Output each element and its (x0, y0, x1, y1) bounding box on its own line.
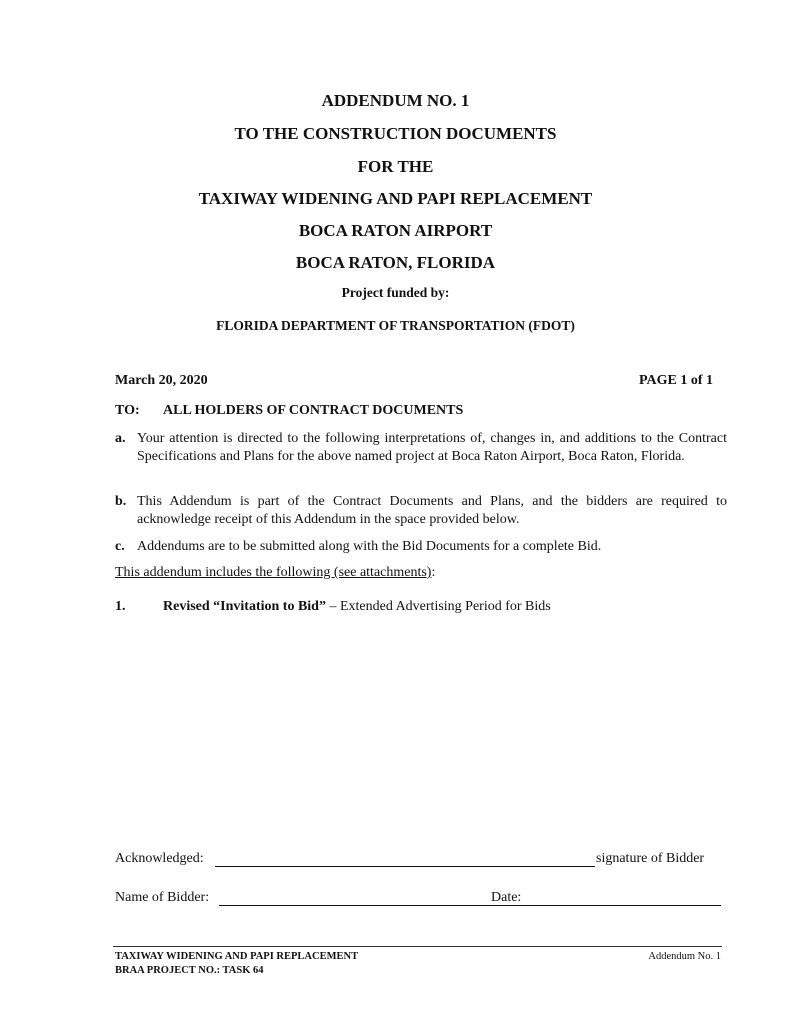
funder-name: FLORIDA DEPARTMENT OF TRANSPORTATION (FDOT) (216, 318, 575, 333)
location: BOCA RATON, FLORIDA (295, 253, 496, 272)
item-title: Revised “Invitation to Bid” (163, 599, 326, 614)
airport-name: BOCA RATON AIRPORT (298, 221, 493, 240)
item-description: – Extended Advertising Period for Bids (325, 599, 551, 614)
paragraph-c (115, 538, 725, 556)
paragraph-text: This Addendum is part of the Contract Documents and Plans, and the bidders are required to acknowledge receipt of this Addendum in the space provided below. (137, 494, 727, 527)
includes-heading: This addendum includes the following (see attachments) (115, 565, 432, 580)
paragraph-b (115, 493, 725, 529)
date-label: Date: (491, 890, 522, 905)
name-of-bidder-line[interactable] (219, 905, 487, 906)
include-item-content (163, 598, 551, 616)
paragraph-label: b. (115, 494, 127, 509)
funded-by-label: Project funded by: (341, 285, 450, 300)
paragraph-label: c. (115, 539, 125, 554)
to-label: TO: (115, 403, 140, 418)
paragraph-text: Addendums are to be submitted along with the Bid Documents for a complete Bid. (137, 539, 602, 554)
footer-rule (113, 946, 722, 947)
item-number: 1. (115, 599, 126, 614)
name-of-bidder-label: Name of Bidder: (115, 890, 210, 905)
acknowledged-label: Acknowledged: (115, 851, 204, 866)
signature-caption: signature of Bidder (596, 851, 705, 866)
includes-heading-row (115, 564, 435, 582)
project-title: TAXIWAY WIDENING AND PAPI REPLACEMENT (198, 189, 593, 208)
paragraph-a (115, 430, 725, 484)
footer-addendum-label: Addendum No. 1 (648, 951, 721, 962)
paragraph-label: a. (115, 431, 126, 446)
title-line-3: FOR THE (357, 157, 434, 176)
date-line[interactable] (487, 905, 721, 906)
acknowledged-signature-line[interactable] (215, 866, 595, 867)
addendum-title: ADDENDUM NO. 1 (321, 91, 470, 110)
includes-heading-colon: : (431, 565, 436, 580)
title-line-2: TO THE CONSTRUCTION DOCUMENTS (234, 124, 557, 143)
to-recipients: ALL HOLDERS OF CONTRACT DOCUMENTS (163, 403, 464, 418)
include-item (115, 598, 126, 616)
addendum-date: March 20, 2020 (115, 373, 208, 388)
paragraph-text: Your attention is directed to the following interpretations of, changes in, and additions to the Contract Specifications and Plans for the above named project at Boca Raton Airport, Boca Raton, Florida. (137, 431, 727, 464)
footer-project: TAXIWAY WIDENING AND PAPI REPLACEMENT (115, 951, 359, 962)
page-indicator: PAGE 1 of 1 (638, 373, 713, 388)
footer-project-number: BRAA PROJECT NO.: TASK 64 (115, 965, 264, 976)
